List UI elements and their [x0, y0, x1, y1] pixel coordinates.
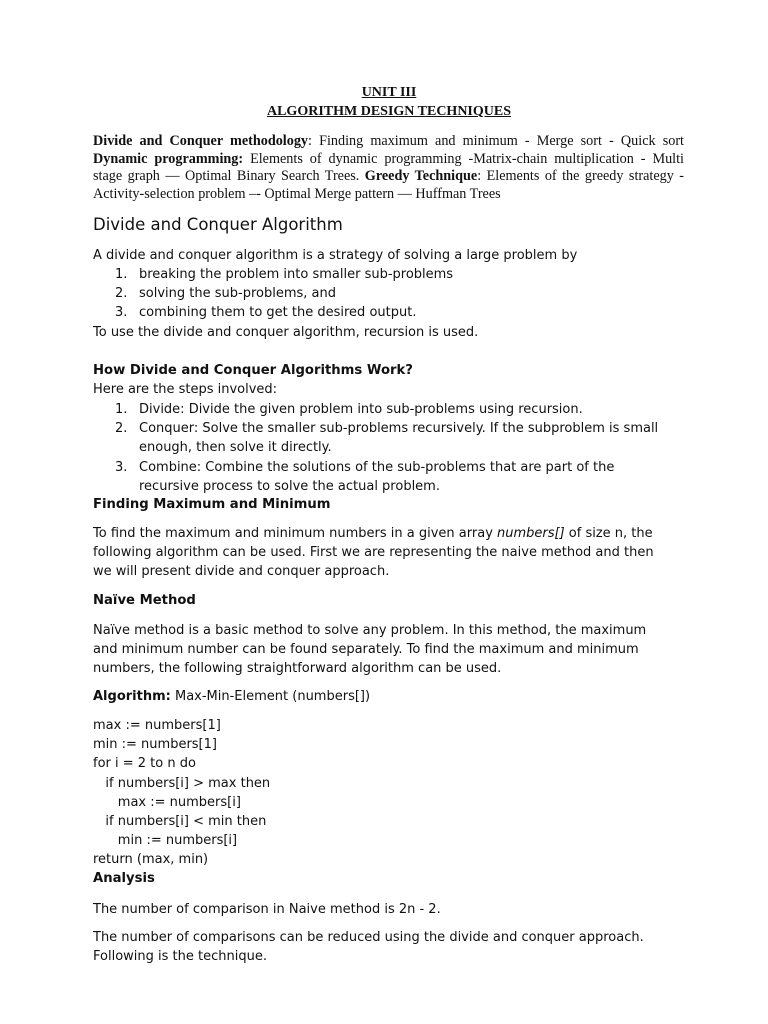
list-number: 1.	[115, 267, 128, 282]
list-item	[93, 400, 673, 419]
syllabus-dc-label: Divide and Conquer methodology	[93, 133, 309, 149]
code-line: min := numbers[1]	[93, 737, 217, 753]
list-text: combining them to get the desired output.	[139, 305, 417, 321]
syllabus-greedy-text: : Elements of the greedy strategy - Activity-selection problem –- Optimal Merge pattern — Huffman Trees	[93, 168, 685, 202]
section1-intro: A divide and conquer algorithm is a strategy of solving a large problem by	[93, 248, 578, 263]
list-text: Divide: Divide the given problem into sub-problems using recursion.	[139, 402, 583, 417]
analysis-paragraph-2: The number of comparisons can be reduced using the divide and conquer approach. Following is the technique.	[93, 930, 644, 965]
pseudocode-block	[93, 716, 270, 870]
section3-text-after: of size n, the following algorithm can be used. First we are representing the naive method and then we will present divide and conquer approach.	[93, 526, 654, 580]
section3-array-name: numbers[]	[497, 526, 565, 541]
list-number: 2.	[115, 421, 128, 437]
list-text: solving the sub-problems, and	[139, 286, 336, 302]
list-number: 2.	[115, 286, 128, 302]
algorithm-name: Max-Min-Element (numbers[])	[170, 689, 371, 704]
section4-paragraph: Naïve method is a basic method to solve any problem. In this method, the maximum and minimum number can be found separately. To find the maximum and minimum numbers, the following straightforward algorithm can be used.	[93, 623, 647, 677]
section-heading-max-min: Finding Maximum and Minimum	[93, 497, 331, 512]
code-line: if numbers[i] < min then	[93, 814, 267, 830]
code-line: for i = 2 to n do	[93, 756, 196, 772]
list-item	[93, 458, 673, 496]
list-number: 3.	[115, 305, 128, 321]
list-number: 1.	[115, 402, 128, 417]
syllabus-paragraph	[93, 133, 684, 203]
unit-title: ALGORITHM DESIGN TECHNIQUES	[266, 104, 511, 119]
list-text: breaking the problem into smaller sub-problems	[139, 267, 454, 282]
section-heading-naive: Naïve Method	[93, 593, 196, 608]
unit-heading: UNIT III	[361, 85, 417, 100]
section1-steps	[93, 265, 673, 323]
list-item	[93, 303, 673, 322]
syllabus-dp-label: Dynamic programming:	[93, 150, 244, 167]
code-line: max := numbers[1]	[93, 718, 221, 733]
list-item	[93, 419, 673, 457]
code-line: if numbers[i] > max then	[93, 775, 271, 791]
code-line: min := numbers[i]	[93, 833, 238, 849]
section3-text-before: To find the maximum and minimum numbers in a given array	[93, 526, 498, 541]
section1-outro: To use the divide and conquer algorithm, recursion is used.	[93, 325, 479, 340]
syllabus-dp-text: Elements of dynamic programming -Matrix-chain multiplication - Multi stage graph — Optimal Binary Search Trees.	[93, 150, 684, 185]
syllabus-greedy-label: Greedy Technique	[364, 168, 478, 185]
analysis-paragraph-1: The number of comparison in Naive method is 2n - 2.	[93, 902, 441, 917]
section2-steps	[93, 400, 673, 496]
list-text: Conquer: Solve the smaller sub-problems recursively. If the subproblem is small enough, then solve it directly.	[139, 421, 659, 456]
section-heading-divide-conquer: Divide and Conquer Algorithm	[93, 215, 343, 234]
list-number: 3.	[115, 459, 128, 475]
section-heading-analysis: Analysis	[93, 871, 155, 886]
section2-intro: Here are the steps involved:	[93, 382, 278, 397]
list-item	[93, 284, 673, 303]
list-text: Combine: Combine the solutions of the sub-problems that are part of the recursive process to solve the actual problem.	[139, 459, 615, 494]
section3-paragraph	[93, 524, 673, 582]
section-heading-how-works: How Divide and Conquer Algorithms Work?	[93, 363, 413, 378]
list-item	[93, 265, 673, 284]
code-line: max := numbers[i]	[93, 794, 241, 810]
algorithm-label: Algorithm:	[93, 689, 171, 704]
syllabus-dc-text: : Finding maximum and minimum - Merge sort - Quick sort	[308, 133, 684, 149]
algorithm-title	[93, 687, 693, 706]
code-line: return (max, min)	[93, 852, 209, 868]
